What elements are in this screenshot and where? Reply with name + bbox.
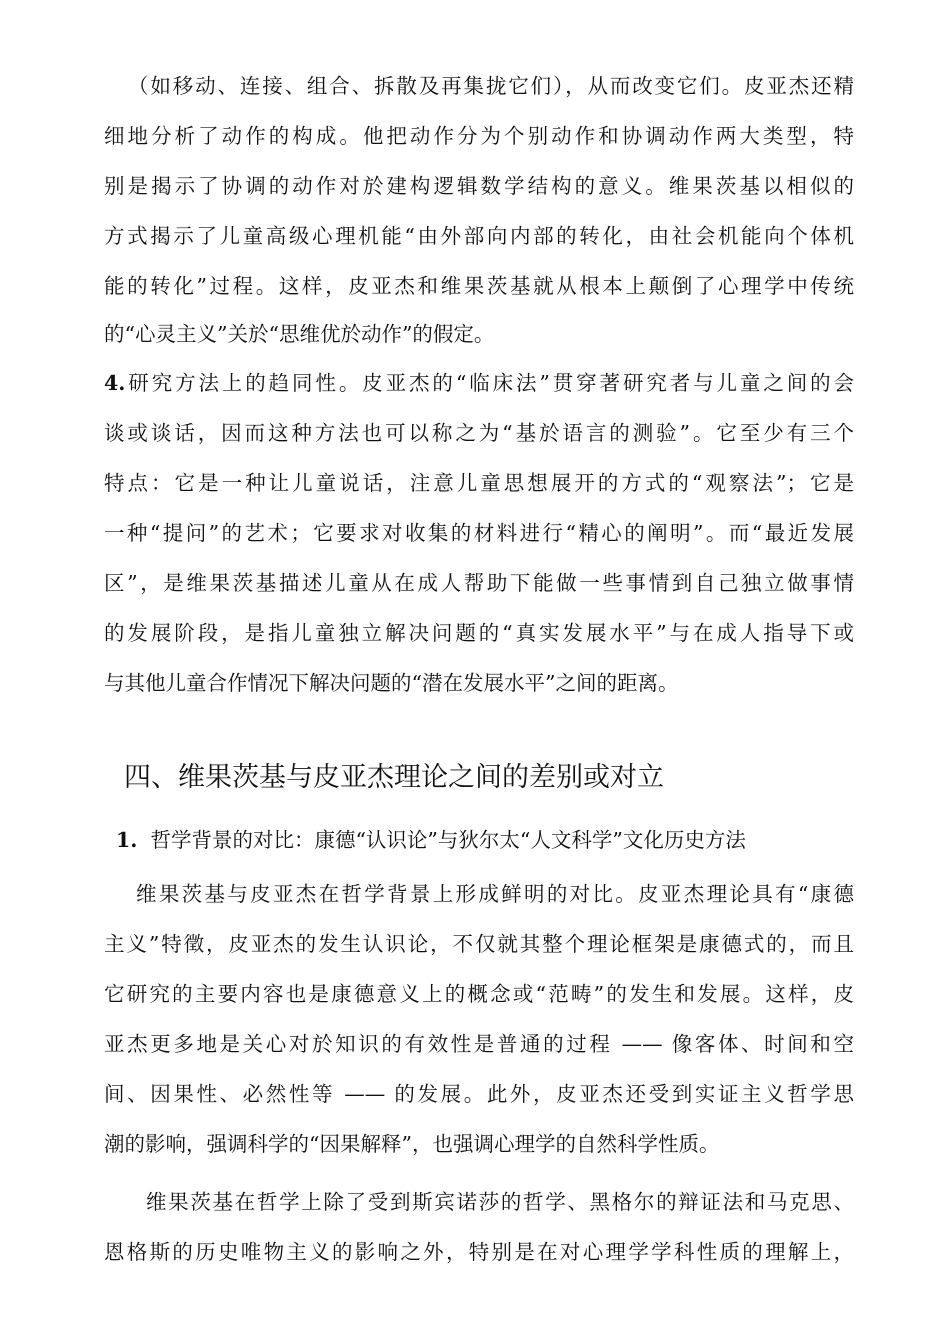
paragraph-line: 细地分析了动作的构成。他把动作分为个别动作和协调动作两大类型，特 [104, 124, 854, 148]
paragraph-line: 一种“提问”的艺术；它要求对收集的材料进行“精心的阐明”。而“最近发展 [104, 521, 854, 545]
paragraph-line: 特点：它是一种让儿童说话，注意儿童思想展开的方式的“观察法”；它是 [104, 471, 854, 495]
paragraph-line: 维果茨基与皮亚杰在哲学背景上形成鲜明的对比。皮亚杰理论具有“康德 [136, 882, 854, 906]
paragraph-line: 恩格斯的历史唯物主义的影响之外，特别是在对心理学学科性质的理解上， [104, 1240, 854, 1264]
paragraph-line: 的“心灵主义”关於“思维优於动作”的假定。 [104, 322, 495, 346]
paragraph-line: 方式揭示了儿童高级心理机能“由外部向内部的转化，由社会机能向个体机 [104, 224, 854, 248]
subsection-title: 哲学背景的对比：康德“认识论”与狄尔太“人文科学”文化历史方法 [150, 828, 746, 852]
paragraph-line: 谈或谈话，因而这种方法也可以称之为“基於语言的测验”。它至少有三个 [104, 421, 854, 445]
paragraph-line: 与其他儿童合作情况下解决问题的“潜在发展水平”之间的距离。 [104, 671, 679, 695]
paragraph-line: 它研究的主要内容也是康德意义上的概念或“范畴”的发生和发展。这样，皮 [104, 982, 854, 1006]
paragraph-line: 亚杰更多地是关心对於知识的有效性是普通的过程 —— 像客体、时间和空 [104, 1032, 854, 1056]
subsection-number: 1. [116, 828, 138, 852]
paragraph-line: 区”，是维果茨基描述儿童从在成人帮助下能做一些事情到自己独立做事情 [104, 571, 854, 595]
paragraph-line: 潮的影响，强调科学的“因果解释”，也强调心理学的自然科学性质。 [104, 1132, 720, 1156]
paragraph-line: 主义”特徵，皮亚杰的发生认识论，不仅就其整个理论框架是康德式的，而且 [104, 932, 854, 956]
paragraph-line: 维果茨基在哲学上除了受到斯宾诺莎的哲学、黑格尔的辩证法和马克思、 [146, 1190, 854, 1214]
subsection-heading [116, 820, 836, 860]
paragraph-line: 的发展阶段，是指儿童独立解决问题的“真实发展水平”与在成人指导下或 [104, 621, 854, 645]
paragraph-line: 别是揭示了协调的动作对於建构逻辑数学结构的意义。维果茨基以相似的 [104, 174, 854, 198]
paragraph-line: 间、因果性、必然性等 —— 的发展。此外，皮亚杰还受到实证主义哲学思 [104, 1082, 854, 1106]
paragraph-text: 研究方法上的趋同性。皮亚杰的“临床法”贯穿著研究者与儿童之间的会 [125, 371, 854, 395]
point-4-first-line [104, 363, 854, 403]
point-number: 4. [104, 371, 126, 395]
paragraph-line: （如移动、连接、组合、拆散及再集拢它们），从而改变它们。皮亚杰还精 [128, 74, 854, 98]
section-heading: 四、维果茨基与皮亚杰理论之间的差别或对立 [124, 762, 664, 793]
paragraph-line: 能的转化”过程。这样，皮亚杰和维果茨基就从根本上颠倒了心理学中传统 [104, 274, 854, 298]
